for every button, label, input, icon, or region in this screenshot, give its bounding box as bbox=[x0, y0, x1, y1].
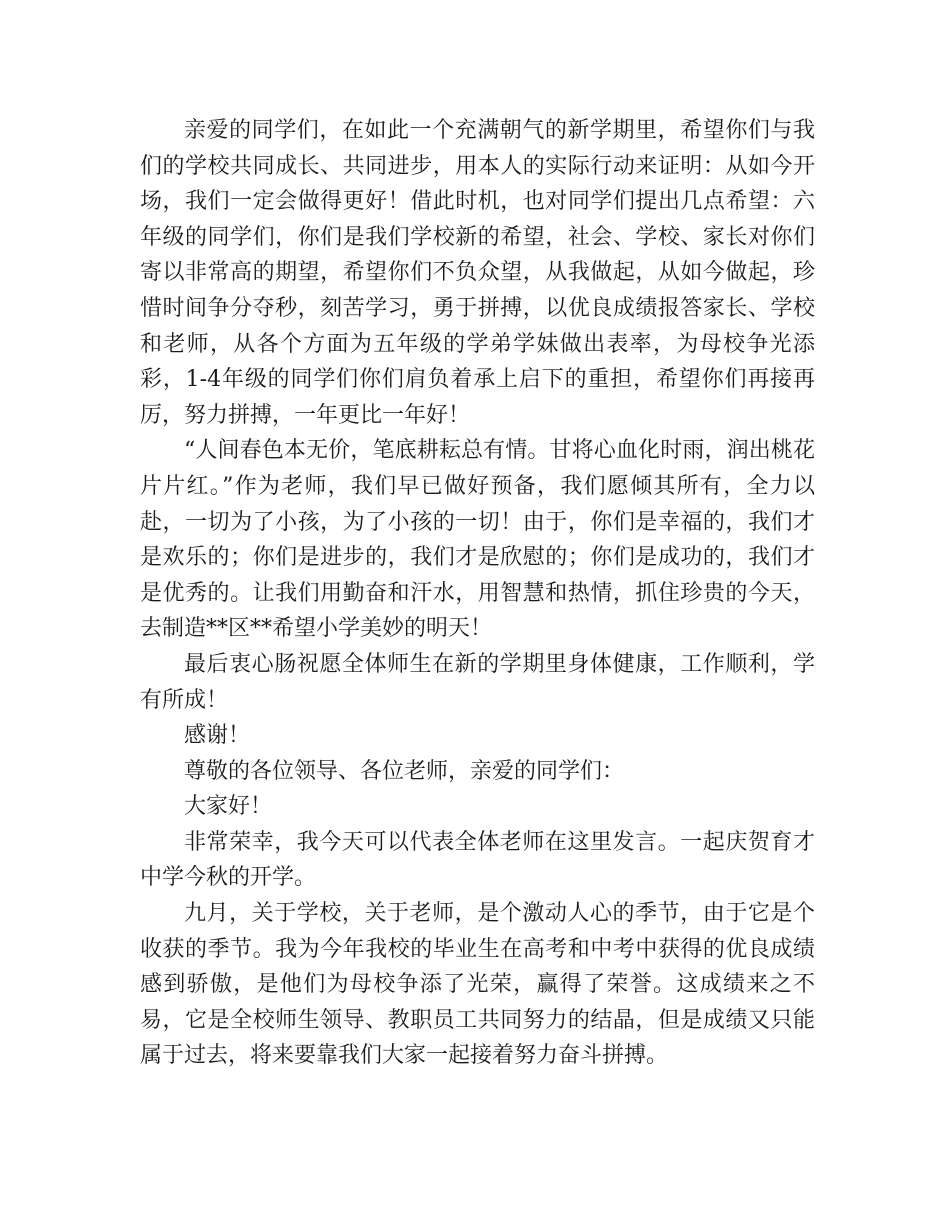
paragraph-greeting: 大家好！ bbox=[184, 794, 273, 820]
paragraph-september: 九月，关于学校，关于老师，是个激动人心的季节，由于它是个收获的季节。我为今年我校的毕业生在高考和中考中获得的优良成绩感到骄傲，是他们为母校争添了光荣，赢得了荣誉。这成绩来之不易，它是全校师生领导、教职员工共同努力的结晶，但是成绩又只能属于过去，将来要靠我们大家一起接着努力奋斗拼搏。 bbox=[140, 901, 815, 1069]
paragraph-salutation: 尊敬的各位领导、各位老师，亲爱的同学们： bbox=[184, 758, 625, 784]
paragraph-honor: 非常荣幸，我今天可以代表全体老师在这里发言。一起庆贺育才中学今秋的开学。 bbox=[140, 829, 815, 891]
paragraph-students-hopes: 亲爱的同学们，在如此一个充满朝气的新学期里，希望你们与我们的学校共同成长、共同进步，用本人的实际行动来证明：从如今开场，我们一定会做得更好！借此时机，也对同学们提出几点希望：六年级的同学们，你们是我们学校新的希望，社会、学校、家长对你们寄以非常高的期望，希望你们不负众望，从我做起，从如今做起，珍惜时间争分夺秒，刻苦学习，勇于拼搏，以优良成绩报答家长、学校和老师，从各个方面为五年级的学弟学妹做出表率，为母校争光添彩，1-4年级的同学们你们肩负着承上启下的重担，希望你们再接再厉，努力拼搏，一年更比一年好！ bbox=[140, 118, 815, 428]
paragraph-closing-wishes: 最后衷心肠祝愿全体师生在新的学期里身体健康，工作顺利，学有所成！ bbox=[140, 651, 815, 713]
paragraph-thanks: 感谢！ bbox=[184, 723, 251, 749]
paragraph-teachers-commitment: “人间春色本无价，笔底耕耘总有情。甘将心血化时雨，润出桃花片片红。”作为老师，我们早已做好预备，我们愿倾其所有，全力以赴，一切为了小孩，为了小孩的一切！由于，你们是幸福的，我们才是欢乐的；你们是进步的，我们才是欣慰的；你们是成功的，我们才是优秀的。让我们用勤奋和汗水，用智慧和热情，抓住珍贵的今天，去制造**区**希望小学美妙的明天！ bbox=[140, 438, 815, 642]
document-body bbox=[140, 113, 815, 1074]
